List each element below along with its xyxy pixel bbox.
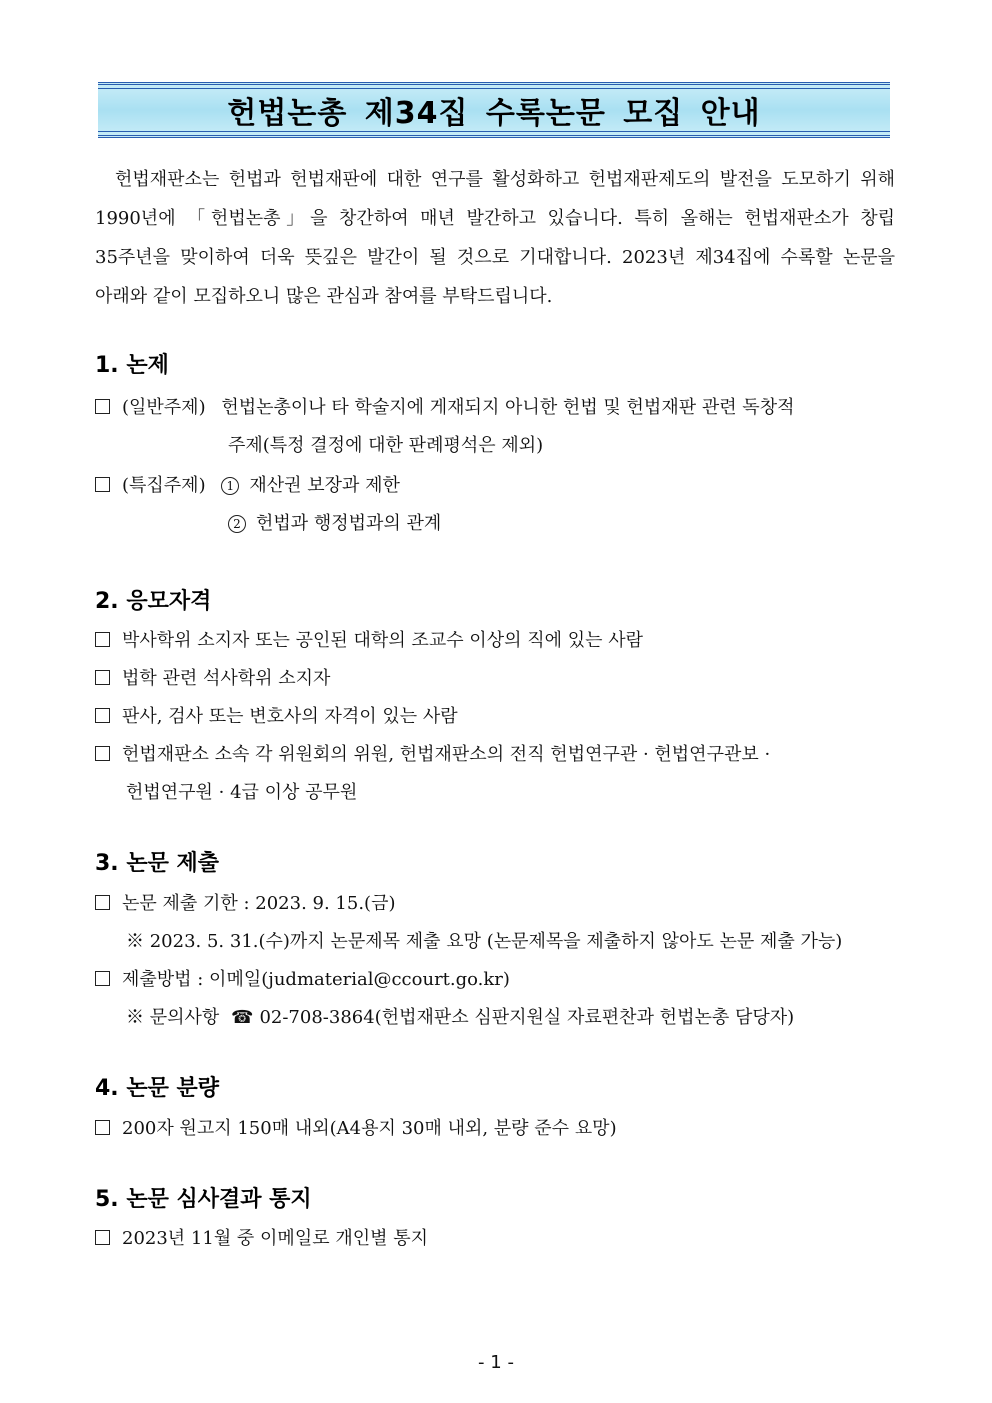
page-title: 헌법논총 제34집 수록논문 모집 안내 bbox=[227, 96, 761, 131]
deadline-text: 논문 제출 기한 : 2023. 9. 15.(금) bbox=[122, 893, 396, 914]
inquiry-label: ※ 문의사항 bbox=[126, 1007, 220, 1028]
inquiry-text: 02-708-3864(헌법재판소 심판지원실 자료편찬과 헌법논총 담당자) bbox=[259, 1007, 795, 1028]
general-topic-text: 헌법논총이나 타 학술지에 게재되지 아니한 헌법 및 헌법재판 관련 독창적 bbox=[221, 397, 795, 418]
eligibility-item bbox=[95, 626, 895, 652]
intro-paragraph: 헌법재판소는 헌법과 헌법재판에 대한 연구를 활성화하고 헌법재판제도의 발전을 도모하기 위해 1990년에 「헌법논총」을 창간하여 매년 발간하고 있습니다. 특히 올해는 헌법재판소가 창립 35주년을 맞이하여 더욱 뜻깊은 발간이 될 것으로 기대합니다. 2023년 제34집에 수록할 논문을 아래와 같이 모집하오니 많은 관심과 참여를 부탁드립니다. bbox=[95, 169, 895, 307]
section-heading-length: 4. 논문 분량 bbox=[95, 1076, 219, 1101]
page-number: - 1 - bbox=[478, 1352, 514, 1373]
section-heading-submission: 3. 논문 제출 bbox=[95, 851, 219, 876]
notification-item bbox=[95, 1224, 895, 1250]
submission-method bbox=[95, 965, 895, 991]
checkbox-icon bbox=[95, 670, 110, 685]
circled-number-1-icon: 1 bbox=[221, 477, 239, 495]
special-topic-label: (특집주제) bbox=[122, 475, 206, 496]
eligibility-item bbox=[95, 702, 895, 728]
eligibility-text: 법학 관련 석사학위 소지자 bbox=[122, 668, 331, 689]
inquiry-note bbox=[126, 1003, 926, 1029]
special-topic-item-2: 헌법과 행정법과의 관계 bbox=[256, 513, 442, 534]
method-text: 제출방법 : 이메일(judmaterial@ccourt.go.kr) bbox=[122, 969, 510, 990]
checkbox-icon bbox=[95, 895, 110, 910]
section-heading-notification: 5. 논문 심사결과 통지 bbox=[95, 1187, 312, 1212]
eligibility-text: 박사학위 소지자 또는 공인된 대학의 조교수 이상의 직에 있는 사람 bbox=[122, 630, 643, 651]
length-item bbox=[95, 1114, 895, 1140]
special-topic-row-2 bbox=[228, 509, 992, 535]
eligibility-text-continued: 헌법연구원 · 4급 이상 공무원 bbox=[126, 782, 358, 803]
special-topic-row bbox=[95, 471, 895, 497]
circled-number-2-icon: 2 bbox=[228, 515, 246, 533]
checkbox-icon bbox=[95, 708, 110, 723]
checkbox-icon bbox=[95, 1230, 110, 1245]
eligibility-text: 판사, 검사 또는 변호사의 자격이 있는 사람 bbox=[122, 706, 458, 727]
title-banner bbox=[98, 82, 890, 138]
general-topic-label: (일반주제) bbox=[122, 397, 206, 418]
length-text: 200자 원고지 150매 내외(A4용지 30매 내외, 분량 준수 요망) bbox=[122, 1118, 617, 1139]
general-topic-row bbox=[95, 393, 895, 419]
general-topic-text-2: 주제(특정 결정에 대한 판례평석은 제외) bbox=[228, 435, 544, 456]
checkbox-icon bbox=[95, 632, 110, 647]
submission-deadline bbox=[95, 889, 895, 915]
notification-text: 2023년 11월 중 이메일로 개인별 통지 bbox=[122, 1228, 428, 1249]
checkbox-icon bbox=[95, 746, 110, 761]
checkbox-icon bbox=[95, 1120, 110, 1135]
checkbox-icon bbox=[95, 399, 110, 414]
eligibility-item bbox=[95, 664, 895, 690]
submission-note: ※ 2023. 5. 31.(수)까지 논문제목 제출 요망 (논문제목을 제출하지 않아도 논문 제출 가능) bbox=[126, 931, 843, 952]
section-heading-topic: 1. 논제 bbox=[95, 353, 169, 378]
phone-icon: ☎ bbox=[231, 1007, 254, 1028]
eligibility-text: 헌법재판소 소속 각 위원회의 위원, 헌법재판소의 전직 헌법연구관 · 헌법연구관보 · bbox=[122, 744, 771, 765]
special-topic-item-1: 재산권 보장과 제한 bbox=[249, 475, 400, 496]
checkbox-icon bbox=[95, 477, 110, 492]
section-heading-eligibility: 2. 응모자격 bbox=[95, 589, 212, 614]
checkbox-icon bbox=[95, 971, 110, 986]
eligibility-item bbox=[95, 740, 895, 766]
